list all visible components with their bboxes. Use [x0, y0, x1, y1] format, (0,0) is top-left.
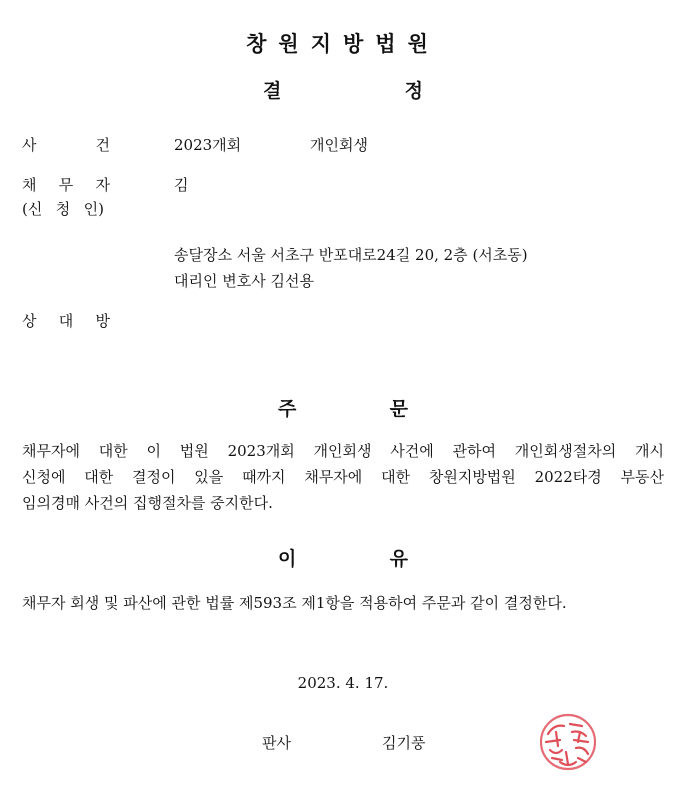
document-type-char-1: 결: [263, 80, 282, 102]
case-number: 2023개회: [174, 136, 242, 154]
counterparty-label: [22, 310, 110, 331]
debtor-label-char: 무: [58, 176, 74, 194]
debtor-sublabel-char: (신: [22, 200, 43, 218]
counterparty-label-char: 상: [22, 312, 37, 330]
judge-name: 김기풍: [382, 734, 426, 752]
order-line-2: 신청에 대한 결정이 있을 때까지 채무자에 대한 창원지방법원 2022타경 부동산: [22, 468, 664, 486]
debtor-sublabel: [22, 198, 104, 219]
reason-heading: [0, 544, 686, 571]
debtor-label-char: 채: [22, 176, 37, 194]
case-name: 개인회생: [310, 136, 368, 154]
debtor-sublabel-char: 인): [83, 200, 104, 218]
counterparty-label-char: 대: [58, 312, 74, 330]
order-line-1: 채무자에 대한 이 법원 2023개회 개인회생 사건에 관하여 개인회생절차의 개시: [22, 442, 664, 460]
reason-text: 채무자 회생 및 파산에 관한 법률 제593조 제1항을 적용하여 주문과 같이 결정한다.: [22, 594, 567, 612]
debtor-label-char: 자: [95, 176, 110, 194]
reason-heading-char: 유: [389, 548, 408, 570]
debtor-label: [22, 174, 110, 195]
case-label-char: 건: [95, 136, 110, 154]
order-heading: [0, 394, 686, 421]
court-seal-stamp-icon: [538, 712, 598, 772]
judge-title: 판사: [262, 734, 291, 752]
order-heading-char: 주: [278, 398, 297, 420]
order-line-3: 임의경매 사건의 집행절차를 중지한다.: [22, 494, 273, 512]
counterparty-label-char: 방: [95, 312, 110, 330]
court-name: 창원지방법원: [246, 32, 440, 56]
debtor-sublabel-char: 청: [55, 200, 71, 218]
debtor-name: 김: [174, 176, 189, 194]
case-label: [22, 134, 110, 155]
order-heading-char: 문: [389, 398, 408, 420]
agent: 대리인 변호사 김선용: [174, 272, 314, 290]
service-address: 송달장소 서울 서초구 반포대로24길 20, 2층 (서초동): [174, 246, 528, 264]
document-type: [0, 76, 686, 103]
reason-heading-char: 이: [278, 548, 297, 570]
document-type-char-2: 정: [404, 80, 423, 102]
decision-date: 2023. 4. 17.: [297, 674, 389, 692]
case-label-char: 사: [22, 136, 37, 154]
